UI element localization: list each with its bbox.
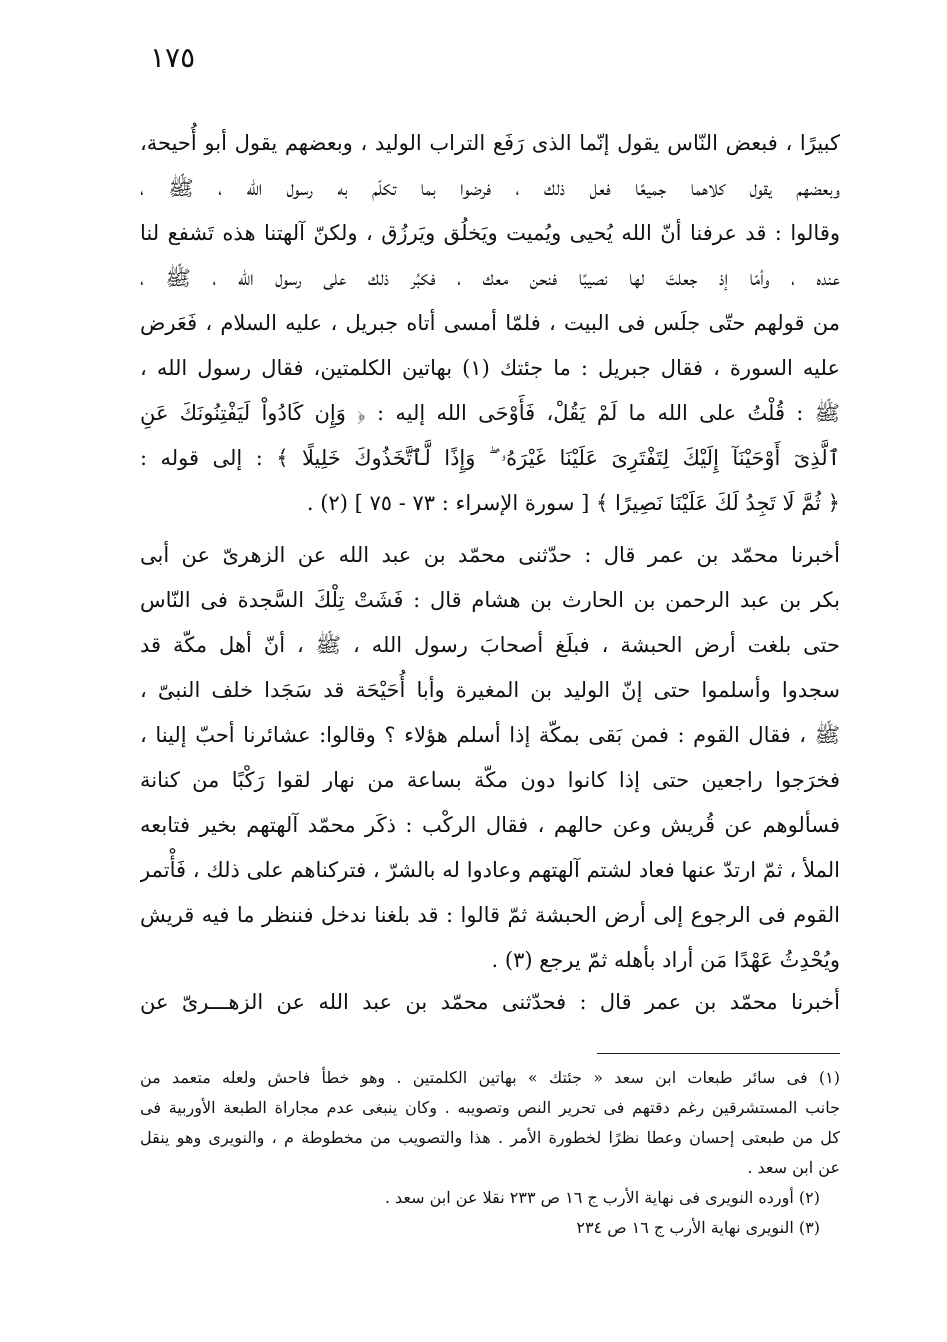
text-line: القوم فى الرجوع إلى أرض الحبشة ثمّ قالوا : قد بلغنا ندخل فننظر ما فيه قريش [140,903,840,927]
footnote-line: عن ابن سعد . [747,1158,840,1177]
quran-verse-line: ﷺ : قُلْتُ على الله ما لَمْ يَقُلْ، فَأَوْحَى الله إليه : ﴿ وَإِن كَادُواْ لَيَفْتِنُونَكَ عَنِ [140,401,840,425]
page-number: ١٧٥ [150,41,196,74]
text-line: سجدوا وأسلموا حتى إنّ الوليد بن المغيرة وأبا أُحَيْحَة قد سَجَدا خلف النبىّ ، [140,678,840,702]
footnotes [140,1063,840,1243]
paragraph-1 [140,121,840,526]
footnote-line: (٢) أورده النويرى فى نهاية الأرب ج ١٦ ص ٢٣٣ نقلا عن ابن سعد . [384,1188,820,1207]
text-line: أخبرنا محمّد بن عمر قال : حدّثنى محمّد بن عبد الله عن الزهرىّ عن أبى [140,543,840,567]
text-line: عنده ، وأمّا إذ جعلتَ لها نصيبًا فنحن معك ، فكبُر ذلك على رسول الله ، ﷺ ، [140,266,840,290]
text-line: وقالوا : قد عرفنا أنّ الله يُحيى ويُميت ويَخلُق ويَرزُق ، ولكنّ آلهتنا هذه تَشفع لنا [140,221,840,245]
footnote-line: (٣) النويرى نهاية الأرب ج ١٦ ص ٢٣٤ [576,1218,820,1237]
footnote-divider [597,1053,840,1054]
text-line: فخرَجوا راجعين حتى إذا كانوا دون مكّة بساعة من نهار لقوا رَكْبًا من كنانة [140,768,840,792]
text-line: ويُحْدِثُ عَهْدًا مَن أراد بأهله ثمّ يرجع (٣) . [491,948,840,972]
text-line: ﷺ ، فقال القوم : فمن بَقى بمكّة إذا أسلم هؤلاء ؟ وقالوا: عشائرنا أحبّ إلينا ، [140,723,840,747]
text-line: وبعضهم يقول كلاهما جميعًا فعل ذلك ، فرضوا بما تكلّم به رسول الله ، ﷺ ، [140,176,840,200]
footnote-line: (١) فى سائر طبعات ابن سعد « جئتك » بهاتين الكلمتين . وهو خطأ فاحش ولعله متعمد من [140,1068,840,1087]
text-line: من قولهم حتّى جلَس فى البيت ، فلمّا أمسى أتاه جبريل ، عليه السلام ، فَعَرض [140,311,840,335]
text-line: كبيرًا ، فبعض النّاس يقول إنّما الذى رَفَع التراب الوليد ، وبعضهم يقول أبو أُحيحة، [140,131,840,155]
paragraph-3 [140,980,840,1025]
text-line: الملأ ، ثمّ ارتدّ عنها فعاد لشتم آلهتهم وعادوا له بالشرّ ، فتركناهم على ذلك ، فَأْتمر [140,858,840,882]
quran-verse-line: ٱلَّذِىٓ أَوْحَيْنَآ إِلَيْكَ لِتَفْتَرِىَ عَلَيْنَا غَيْرَهُۥ ۖ وَإِذًا لَّٱتَّخَذُوكَ خَلِيلًا ﴾ : إلى قوله : [140,446,840,470]
text-line: حتى بلغت أرض الحبشة ، فبلَغ أصحابَ رسول الله ، ﷺ ، أنّ أهل مكّة قد [140,633,840,657]
quran-verse-line: ﴿ ثُمَّ لَا تَجِدُ لَكَ عَلَيْنَا نَصِيرًا ﴾ [ سورة الإسراء : ٧٣ - ٧٥ ] (٢) . [306,491,840,515]
footnote-line: كل من طبعتى إحسان وعطا نظرًا لخطورة الأمر . هذا والتصويب من مخطوطة م ، والنويرى وهو ينقل [140,1128,840,1147]
text-line: بكر بن عبد الرحمن بن الحارث بن هشام قال : فَشَتْ تِلْكَ السَّجدة فى النّاس [140,588,840,612]
text-line: فسألوهم عن قُريش وعن حالهم ، فقال الركْب : ذكَر محمّد آلهتهم بخير فتابعه [140,813,840,837]
text-line: عليه السورة ، فقال جبريل : ما جئتك (١) بهاتين الكلمتين، فقال رسول الله ، [140,356,840,380]
paragraph-2 [140,533,840,983]
text-line: أخبرنا محمّد بن عمر قال : فحدّثنى محمّد بن عبد الله عن الزهـــرىّ عن [140,990,840,1014]
footnote-line: جانب المستشرقين رغم دقتهم فى تحرير النص وتصويبه . وكان ينبغى عدم مجاراة الطبعة الأوربية فى [140,1098,840,1117]
